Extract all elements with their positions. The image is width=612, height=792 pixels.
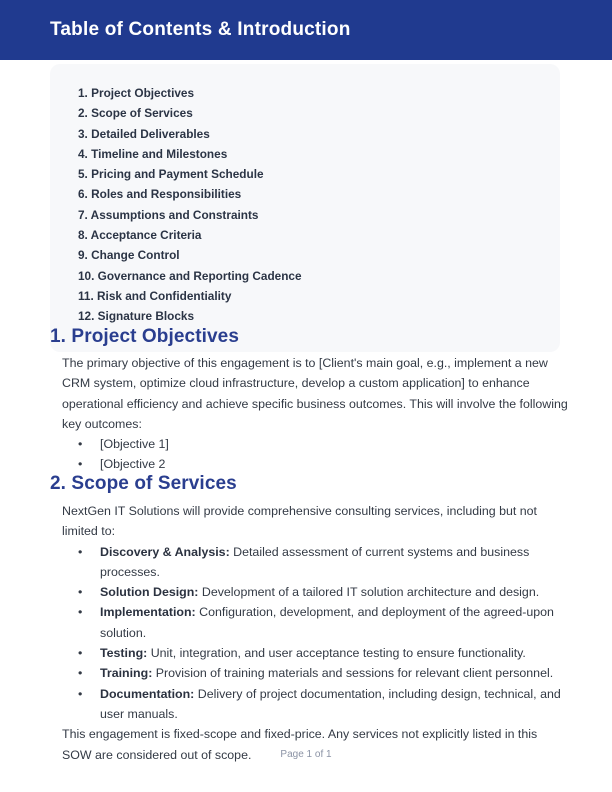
toc-item[interactable]: 11. Risk and Confidentiality xyxy=(78,288,232,303)
paragraph-scope-tail: This engagement is fixed-scope and fixed-price. Any services not explicitly listed in this SOW are considered out of scope. xyxy=(62,727,538,762)
toc-item[interactable]: 9. Change Control xyxy=(78,248,180,263)
list-item xyxy=(90,542,570,583)
section-body-project-objectives xyxy=(50,353,570,474)
document-header-title: Table of Contents & Introduction xyxy=(50,19,351,40)
toc-item[interactable]: 4. Timeline and Milestones xyxy=(78,146,228,161)
list-item-text: Unit, integration, and user acceptance testing to ensure functionality. xyxy=(147,646,526,661)
list-item-text: Detailed assessment of current systems and business processes. xyxy=(100,544,530,579)
toc-item[interactable]: 2. Scope of Services xyxy=(78,106,193,121)
section-project-objectives xyxy=(50,326,570,474)
list-item xyxy=(90,602,570,643)
toc-item[interactable]: 12. Signature Blocks xyxy=(78,309,195,324)
section-heading-scope-of-services: 2. Scope of Services xyxy=(50,473,237,494)
table-of-contents-list xyxy=(78,83,302,327)
list-item-term: Training: xyxy=(100,666,153,681)
list-item xyxy=(90,663,570,683)
list-item-text: Delivery of project documentation, including design, technical, and user manuals. xyxy=(100,686,561,721)
page-number-footer: Page 1 of 1 xyxy=(280,749,332,760)
list-item-term: Testing: xyxy=(100,646,148,661)
list-item xyxy=(90,582,570,602)
list-item: • [Objective 2 xyxy=(90,454,570,474)
list-item-term: Documentation: xyxy=(100,686,195,701)
list-item-term: Implementation: xyxy=(100,605,196,620)
list-item xyxy=(90,684,570,725)
section-body-scope-of-services xyxy=(50,501,570,765)
objectives-bullet-list xyxy=(50,434,570,474)
toc-item[interactable]: 1. Project Objectives xyxy=(78,86,195,100)
list-item-term: Solution Design: xyxy=(100,585,199,600)
toc-item[interactable]: 10. Governance and Reporting Cadence xyxy=(78,268,302,283)
toc-item[interactable]: 8. Acceptance Criteria xyxy=(78,228,202,243)
list-item-text: Development of a tailored IT solution architecture and design. xyxy=(198,585,540,600)
toc-item[interactable]: 5. Pricing and Payment Schedule xyxy=(78,167,264,182)
list-item-text: Provision of training materials and sessions for relevant client personnel. xyxy=(152,666,554,681)
toc-item[interactable]: 6. Roles and Responsibilities xyxy=(78,187,242,202)
scope-bullet-list xyxy=(50,542,570,725)
list-item-text: Configuration, development, and deployment of the agreed-upon solution. xyxy=(100,605,554,640)
toc-item[interactable]: 7. Assumptions and Constraints xyxy=(78,207,259,222)
toc-item[interactable]: 3. Detailed Deliverables xyxy=(78,126,210,141)
section-scope-of-services xyxy=(50,473,570,783)
list-item-term: Discovery & Analysis: xyxy=(100,544,230,559)
section-heading-project-objectives: 1. Project Objectives xyxy=(50,326,240,347)
paragraph-scope-intro: NextGen IT Solutions will provide comprehensive consulting services, including but not limited to: xyxy=(62,504,537,539)
paragraph-objectives-intro: The primary objective of this engagement is to [Client's main goal, e.g., implement a new CRM system, optimize cloud infrastructure, develop a custom application] to enhance operational efficiency and achieve specific business outcomes. This will involve the following key outcomes: xyxy=(62,356,568,431)
document-header-band xyxy=(0,0,612,60)
table-of-contents-card xyxy=(50,64,560,352)
list-item xyxy=(90,643,570,663)
list-item: • [Objective 1] xyxy=(90,434,570,454)
